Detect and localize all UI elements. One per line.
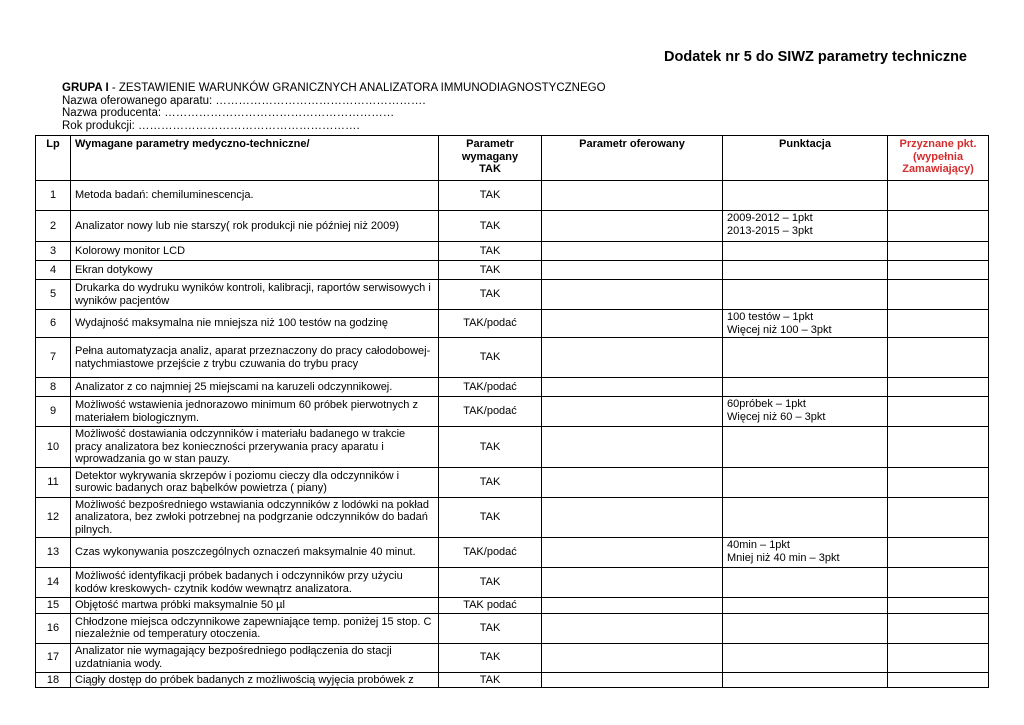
row-number: 3 (36, 242, 71, 261)
row-score (723, 427, 888, 468)
row-param-required: TAK (439, 280, 542, 310)
table-row (36, 338, 989, 378)
row-granted-cell[interactable] (888, 497, 989, 538)
col-param-required-line1: Parametr (466, 138, 514, 150)
group-label: GRUPA I (62, 82, 109, 94)
row-param-required: TAK (439, 672, 542, 688)
row-granted-cell[interactable] (888, 427, 989, 468)
row-number: 6 (36, 310, 71, 338)
row-param-offered-cell[interactable] (542, 467, 723, 497)
row-param-required: TAK (439, 613, 542, 643)
row-requirement: Drukarka do wydruku wyników kontroli, kalibracji, raportów serwisowych i wyników pacjentów (71, 280, 439, 310)
row-granted-cell[interactable] (888, 538, 989, 568)
row-score (723, 497, 888, 538)
col-param-required (439, 136, 542, 181)
row-param-required: TAK (439, 568, 542, 598)
col-required-params: Wymagane parametry medyczno-techniczne/ (71, 136, 439, 181)
row-score (723, 211, 888, 242)
table-row (36, 280, 989, 310)
row-number: 8 (36, 378, 71, 397)
row-granted-cell[interactable] (888, 397, 989, 427)
row-granted-cell[interactable] (888, 467, 989, 497)
row-param-required: TAK (439, 211, 542, 242)
row-score-line2: Więcej niż 60 – 3pkt (727, 410, 826, 423)
col-granted-line3: Zamawiający) (902, 163, 974, 175)
row-param-offered-cell[interactable] (542, 538, 723, 568)
row-score-line1: 60próbek – 1pkt (727, 398, 806, 410)
row-score (723, 242, 888, 261)
producer-name-line: Nazwa producenta: …………………………………………………… (62, 107, 395, 120)
row-param-offered-cell[interactable] (542, 181, 723, 211)
row-number: 5 (36, 280, 71, 310)
row-number: 17 (36, 643, 71, 672)
row-param-offered-cell[interactable] (542, 598, 723, 614)
row-param-offered-cell[interactable] (542, 427, 723, 468)
row-param-required: TAK (439, 427, 542, 468)
table-row (36, 613, 989, 643)
row-param-offered-cell[interactable] (542, 338, 723, 378)
row-param-offered-cell[interactable] (542, 211, 723, 242)
row-score-line2: 2013-2015 – 3pkt (727, 224, 813, 237)
table-row (36, 211, 989, 242)
table-row (36, 427, 989, 468)
row-score-line1: 40min – 1pkt (727, 539, 790, 551)
row-number: 13 (36, 538, 71, 568)
document-title: Dodatek nr 5 do SIWZ parametry techniczne (664, 49, 967, 65)
row-param-required: TAK/podać (439, 397, 542, 427)
col-score: Punktacja (723, 136, 888, 181)
row-score (723, 378, 888, 397)
table-row (36, 497, 989, 538)
row-requirement: Ciągły dostęp do próbek badanych z możliwością wyjęcia probówek z (71, 672, 439, 688)
table-row (36, 378, 989, 397)
parameters-table (35, 135, 989, 688)
row-number: 10 (36, 427, 71, 468)
table-row (36, 310, 989, 338)
row-score-line2: Więcej niż 100 – 3pkt (727, 323, 832, 336)
row-score (723, 397, 888, 427)
row-granted-cell[interactable] (888, 338, 989, 378)
row-param-required: TAK podać (439, 598, 542, 614)
table-row (36, 672, 989, 688)
table-header-row (36, 136, 989, 181)
table-row (36, 467, 989, 497)
row-requirement: Możliwość wstawienia jednorazowo minimum 60 próbek pierwotnych z materiałem biologicznym. (71, 397, 439, 427)
row-requirement: Ekran dotykowy (71, 261, 439, 280)
row-param-required: TAK (439, 181, 542, 211)
table-row (36, 598, 989, 614)
row-param-required: TAK (439, 497, 542, 538)
row-requirement: Wydajność maksymalna nie mniejsza niż 100 testów na godzinę (71, 310, 439, 338)
col-granted-line2: (wypełnia (912, 150, 964, 163)
row-granted-cell[interactable] (888, 310, 989, 338)
header-block (62, 82, 606, 132)
row-requirement: Możliwość identyfikacji próbek badanych i odczynników przy użyciu kodów kreskowych- czytnik kodów wewnątrz analizatora. (71, 568, 439, 598)
row-number: 2 (36, 211, 71, 242)
row-number: 9 (36, 397, 71, 427)
row-score-line2: Mniej niż 40 min – 3pkt (727, 551, 840, 564)
row-param-required: TAK (439, 467, 542, 497)
row-param-offered-cell[interactable] (542, 613, 723, 643)
row-param-offered-cell[interactable] (542, 568, 723, 598)
col-granted-line1: Przyznane pkt. (899, 138, 977, 150)
row-param-offered-cell[interactable] (542, 261, 723, 280)
row-requirement: Chłodzone miejsca odczynnikowe zapewniające temp. poniżej 15 stop. C niezależnie od temperatury otoczenia. (71, 613, 439, 643)
row-number: 18 (36, 672, 71, 688)
col-param-offered: Parametr oferowany (542, 136, 723, 181)
row-score (723, 280, 888, 310)
row-number: 11 (36, 467, 71, 497)
row-param-offered-cell[interactable] (542, 310, 723, 338)
row-requirement: Metoda badań: chemiluminescencja. (71, 181, 439, 211)
row-granted-cell[interactable] (888, 378, 989, 397)
row-granted-cell[interactable] (888, 181, 989, 211)
row-score (723, 598, 888, 614)
col-lp: Lp (36, 136, 71, 181)
table-row (36, 242, 989, 261)
table-row (36, 568, 989, 598)
row-score (723, 613, 888, 643)
row-requirement: Analizator z co najmniej 25 miejscami na karuzeli odczynnikowej. (71, 378, 439, 397)
row-score (723, 338, 888, 378)
row-number: 14 (36, 568, 71, 598)
col-granted-points (888, 136, 989, 181)
row-granted-cell[interactable] (888, 613, 989, 643)
row-requirement: Kolorowy monitor LCD (71, 242, 439, 261)
row-param-required: TAK (439, 242, 542, 261)
row-requirement: Detektor wykrywania skrzepów i poziomu cieczy dla odczynników i surowic badanych oraz bąbelków powietrza ( piany) (71, 467, 439, 497)
row-granted-cell[interactable] (888, 211, 989, 242)
col-param-required-line2: wymagany (461, 150, 519, 163)
row-requirement: Pełna automatyzacja analiz, aparat przeznaczony do pracy całodobowej-natychmiastowe przejście z trybu czuwania do trybu pracy (71, 338, 439, 378)
group-text: - ZESTAWIENIE WARUNKÓW GRANICZNYCH ANALIZATORA IMMUNODIAGNOSTYCZNEGO (108, 82, 606, 94)
row-number: 16 (36, 613, 71, 643)
row-requirement: Objętość martwa próbki maksymalnie 50 µl (71, 598, 439, 614)
row-param-offered-cell[interactable] (542, 497, 723, 538)
row-number: 1 (36, 181, 71, 211)
row-score (723, 261, 888, 280)
row-score (723, 310, 888, 338)
row-granted-cell[interactable] (888, 568, 989, 598)
row-score (723, 568, 888, 598)
row-param-required: TAK (439, 338, 542, 378)
row-param-required: TAK/podać (439, 538, 542, 568)
row-param-offered-cell[interactable] (542, 242, 723, 261)
row-param-required: TAK/podać (439, 310, 542, 338)
row-number: 7 (36, 338, 71, 378)
row-requirement: Możliwość dostawiania odczynników i materiału badanego w trakcie pracy analizatora bez konieczności przerywania pracy aparatu i wprowadzania go w stan pauzy. (71, 427, 439, 468)
row-score-line1: 2009-2012 – 1pkt (727, 212, 813, 224)
row-score (723, 467, 888, 497)
row-param-offered-cell[interactable] (542, 397, 723, 427)
production-year-line: Rok produkcji: …………………………………………………. (62, 119, 360, 132)
row-number: 12 (36, 497, 71, 538)
row-requirement: Analizator nie wymagający bezpośredniego podłączenia do stacji uzdatniania wody. (71, 643, 439, 672)
row-requirement: Czas wykonywania poszczególnych oznaczeń maksymalnie 40 minut. (71, 538, 439, 568)
row-number: 15 (36, 598, 71, 614)
row-requirement: Analizator nowy lub nie starszy( rok produkcji nie później niż 2009) (71, 211, 439, 242)
table-row (36, 538, 989, 568)
row-score (723, 643, 888, 672)
row-param-required: TAK/podać (439, 378, 542, 397)
row-granted-cell[interactable] (888, 598, 989, 614)
row-number: 4 (36, 261, 71, 280)
row-granted-cell[interactable] (888, 672, 989, 688)
row-param-offered-cell[interactable] (542, 378, 723, 397)
table-row (36, 397, 989, 427)
row-granted-cell[interactable] (888, 280, 989, 310)
row-score (723, 538, 888, 568)
row-granted-cell[interactable] (888, 643, 989, 672)
row-granted-cell[interactable] (888, 261, 989, 280)
row-granted-cell[interactable] (888, 242, 989, 261)
row-score (723, 672, 888, 688)
row-score (723, 181, 888, 211)
table-row (36, 181, 989, 211)
row-param-offered-cell[interactable] (542, 280, 723, 310)
apparatus-name-line: Nazwa oferowanego aparatu: ………………………………………………. (62, 94, 426, 107)
group-heading (62, 82, 606, 95)
row-param-required: TAK (439, 643, 542, 672)
col-param-required-line3: TAK (479, 163, 501, 175)
row-param-offered-cell[interactable] (542, 643, 723, 672)
row-param-offered-cell[interactable] (542, 672, 723, 688)
table-row (36, 643, 989, 672)
row-requirement: Możliwość bezpośredniego wstawiania odczynników z lodówki na pokład analizatora, bez zwłoki potrzebnej na podgrzanie odczynników do badań pilnych. (71, 497, 439, 538)
row-param-required: TAK (439, 261, 542, 280)
row-score-line1: 100 testów – 1pkt (727, 311, 814, 323)
table-row (36, 261, 989, 280)
